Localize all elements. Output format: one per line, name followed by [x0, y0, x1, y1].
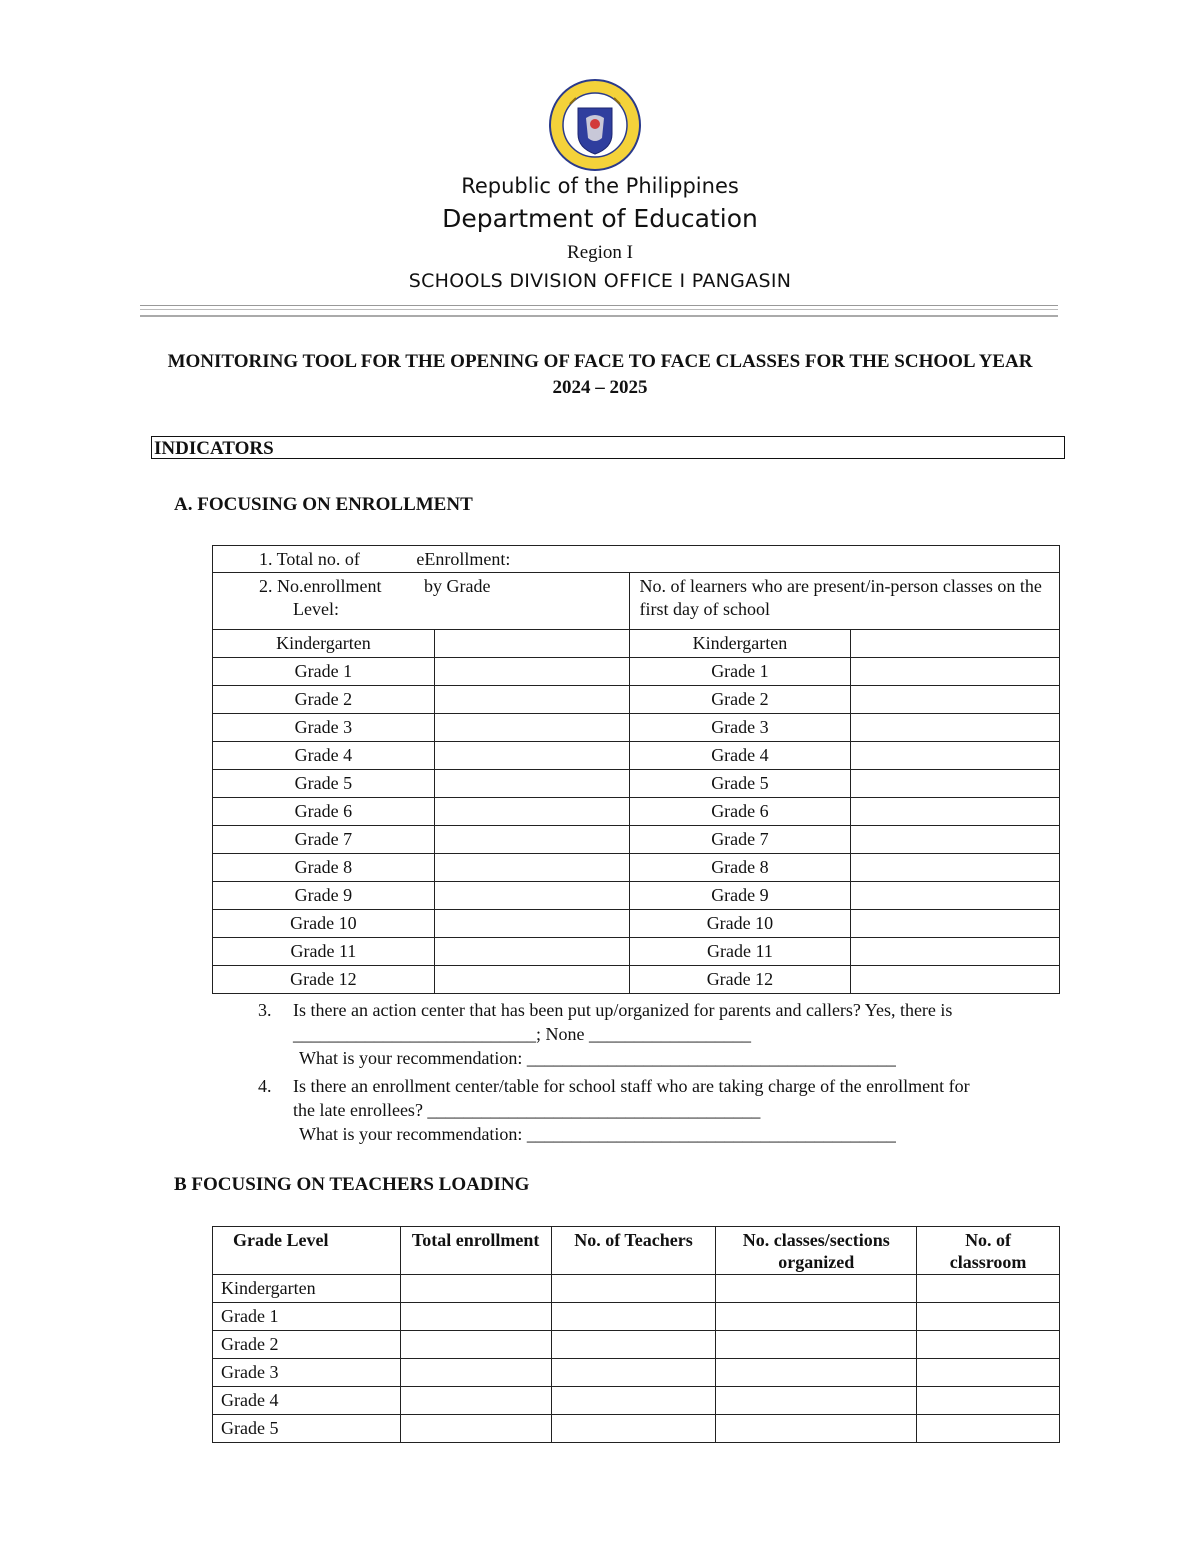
- input-cell[interactable]: [917, 1415, 1060, 1443]
- enrollment-count-cell[interactable]: [434, 630, 629, 658]
- enrollment-grade-label: Grade 4: [213, 742, 435, 770]
- present-grade-label: Grade 3: [629, 714, 851, 742]
- present-count-cell[interactable]: [851, 630, 1060, 658]
- table-row: [213, 966, 1060, 994]
- question-4-answer-line: the late enrollees? _____________________________________: [293, 1100, 761, 1120]
- input-cell[interactable]: [400, 1331, 551, 1359]
- present-grade-label: Grade 7: [629, 826, 851, 854]
- input-cell[interactable]: [551, 1303, 716, 1331]
- grade-level-cell: Kindergarten: [213, 1275, 401, 1303]
- enrollment-grade-label: Grade 7: [213, 826, 435, 854]
- input-cell[interactable]: [716, 1387, 917, 1415]
- enrollment-count-cell[interactable]: [434, 714, 629, 742]
- present-count-cell[interactable]: [851, 938, 1060, 966]
- question-4-number: 4.: [258, 1076, 272, 1096]
- question-3-text: Is there an action center that has been put up/organized for parents and callers? Yes, there is: [293, 1000, 953, 1020]
- table-row: [213, 826, 1060, 854]
- indicators-label: INDICATORS: [151, 436, 1065, 459]
- enrollment-count-cell[interactable]: [434, 742, 629, 770]
- present-grade-label: Grade 6: [629, 798, 851, 826]
- enrollment-grade-label: Grade 9: [213, 882, 435, 910]
- input-cell[interactable]: [716, 1275, 917, 1303]
- input-cell[interactable]: [917, 1275, 1060, 1303]
- question-3-recommendation: What is your recommendation: _________________________________________: [299, 1048, 896, 1068]
- enrollment-by-grade-label-3: Level:: [293, 599, 339, 619]
- header-republic: Republic of the Philippines: [461, 174, 739, 198]
- input-cell[interactable]: [400, 1387, 551, 1415]
- input-cell[interactable]: [917, 1387, 1060, 1415]
- enrollment-grade-label: Grade 11: [213, 938, 435, 966]
- present-count-cell[interactable]: [851, 854, 1060, 882]
- input-cell[interactable]: [917, 1331, 1060, 1359]
- header-division: SCHOOLS DIVISION OFFICE I PANGASIN: [408, 270, 792, 292]
- table-row: [213, 630, 1060, 658]
- present-count-cell[interactable]: [851, 770, 1060, 798]
- grade-level-cell: Grade 3: [213, 1359, 401, 1387]
- present-count-cell[interactable]: [851, 826, 1060, 854]
- enrollment-count-cell[interactable]: [434, 966, 629, 994]
- table-row: [213, 854, 1060, 882]
- input-cell[interactable]: [716, 1415, 917, 1443]
- input-cell[interactable]: [716, 1303, 917, 1331]
- deped-seal-logo: [548, 78, 642, 172]
- input-cell[interactable]: [551, 1359, 716, 1387]
- header-divider-2: [140, 315, 1058, 317]
- enrollment-grade-label: Grade 10: [213, 910, 435, 938]
- question-4-recommendation: What is your recommendation: _________________________________________: [299, 1124, 896, 1144]
- present-grade-label: Grade 11: [629, 938, 851, 966]
- enrollment-grade-label: Grade 12: [213, 966, 435, 994]
- total-enrollment-suffix: eEnrollment:: [416, 548, 511, 569]
- column-header: Total enrollment: [400, 1227, 551, 1275]
- section-b-heading: B FOCUSING ON TEACHERS LOADING: [174, 1174, 530, 1195]
- question-3-number: 3.: [258, 1000, 272, 1020]
- input-cell[interactable]: [400, 1359, 551, 1387]
- document-title: MONITORING TOOL FOR THE OPENING OF FACE TO FACE CLASSES FOR THE SCHOOL YEAR: [167, 351, 1033, 372]
- table-header-row: [213, 1227, 1060, 1275]
- present-grade-label: Grade 1: [629, 658, 851, 686]
- table-row: [213, 1275, 1060, 1303]
- present-grade-label: Grade 8: [629, 854, 851, 882]
- input-cell[interactable]: [400, 1275, 551, 1303]
- present-count-cell[interactable]: [851, 966, 1060, 994]
- present-count-cell[interactable]: [851, 686, 1060, 714]
- enrollment-grade-label: Kindergarten: [213, 630, 435, 658]
- input-cell[interactable]: [716, 1359, 917, 1387]
- header-divider: [140, 305, 1058, 310]
- enrollment-by-grade-label-2: by Grade: [423, 576, 491, 596]
- enrollment-grade-label: Grade 6: [213, 798, 435, 826]
- enrollment-count-cell[interactable]: [434, 910, 629, 938]
- column-header: No. of classroom: [917, 1227, 1060, 1275]
- present-grade-label: Grade 5: [629, 770, 851, 798]
- table-row: [213, 573, 1060, 630]
- table-row: [213, 798, 1060, 826]
- table-row: [213, 1415, 1060, 1443]
- teachers-loading-table: [212, 1226, 1060, 1443]
- input-cell[interactable]: [551, 1415, 716, 1443]
- header-region: Region I: [567, 242, 633, 263]
- present-grade-label: Grade 2: [629, 686, 851, 714]
- question-4-text: Is there an enrollment center/table for school staff who are taking charge of the enrollment for: [293, 1076, 970, 1096]
- table-row: [213, 1387, 1060, 1415]
- column-header: Grade Level: [213, 1227, 401, 1275]
- enrollment-count-cell[interactable]: [434, 770, 629, 798]
- present-grade-label: Grade 4: [629, 742, 851, 770]
- enrollment-count-cell[interactable]: [434, 658, 629, 686]
- present-grade-label: Grade 12: [629, 966, 851, 994]
- enrollment-count-cell[interactable]: [434, 798, 629, 826]
- column-header: No. of Teachers: [551, 1227, 716, 1275]
- enrollment-count-cell[interactable]: [434, 882, 629, 910]
- table-row: [213, 882, 1060, 910]
- grade-level-cell: Grade 1: [213, 1303, 401, 1331]
- grade-level-cell: Grade 5: [213, 1415, 401, 1443]
- table-row: [213, 770, 1060, 798]
- present-count-cell[interactable]: [851, 882, 1060, 910]
- total-enrollment-label: 1. Total no. of: [259, 548, 360, 569]
- present-count-cell[interactable]: [851, 742, 1060, 770]
- table-row: [213, 1359, 1060, 1387]
- grade-level-cell: Grade 2: [213, 1331, 401, 1359]
- enrollment-grade-label: Grade 2: [213, 686, 435, 714]
- enrollment-count-cell[interactable]: [434, 826, 629, 854]
- input-cell[interactable]: [551, 1387, 716, 1415]
- enrollment-by-grade-label: 2. No.enrollment: [259, 576, 382, 596]
- enrollment-count-cell[interactable]: [434, 854, 629, 882]
- input-cell[interactable]: [400, 1415, 551, 1443]
- present-count-cell[interactable]: [851, 910, 1060, 938]
- grade-level-cell: Grade 4: [213, 1387, 401, 1415]
- table-row: [213, 714, 1060, 742]
- input-cell[interactable]: [716, 1331, 917, 1359]
- enrollment-count-cell[interactable]: [434, 686, 629, 714]
- document-school-year: 2024 – 2025: [552, 377, 648, 398]
- enrollment-grade-label: Grade 5: [213, 770, 435, 798]
- question-3-answer-line: ___________________________; None __________________: [293, 1024, 751, 1044]
- table-row: [213, 546, 1060, 573]
- present-grade-label: Grade 9: [629, 882, 851, 910]
- table-row: [213, 910, 1060, 938]
- present-grade-label: Grade 10: [629, 910, 851, 938]
- enrollment-table: [212, 545, 1060, 994]
- input-cell[interactable]: [400, 1303, 551, 1331]
- table-row: [213, 686, 1060, 714]
- table-row: [213, 742, 1060, 770]
- table-row: [213, 658, 1060, 686]
- enrollment-grade-label: Grade 1: [213, 658, 435, 686]
- input-cell[interactable]: [917, 1359, 1060, 1387]
- header-department: Department of Education: [442, 204, 758, 233]
- present-learners-label: No. of learners who are present/in-person classes on the first day of school: [629, 573, 1059, 630]
- table-row: [213, 938, 1060, 966]
- enrollment-count-cell[interactable]: [434, 938, 629, 966]
- enrollment-grade-label: Grade 8: [213, 854, 435, 882]
- column-header: No. classes/sections organized: [716, 1227, 917, 1275]
- present-count-cell[interactable]: [851, 658, 1060, 686]
- enrollment-grade-label: Grade 3: [213, 714, 435, 742]
- input-cell[interactable]: [551, 1331, 716, 1359]
- table-row: [213, 1303, 1060, 1331]
- present-count-cell[interactable]: [851, 798, 1060, 826]
- table-row: [213, 1331, 1060, 1359]
- present-count-cell[interactable]: [851, 714, 1060, 742]
- section-a-heading: A. FOCUSING ON ENROLLMENT: [174, 494, 473, 515]
- present-grade-label: Kindergarten: [629, 630, 851, 658]
- input-cell[interactable]: [551, 1275, 716, 1303]
- input-cell[interactable]: [917, 1303, 1060, 1331]
